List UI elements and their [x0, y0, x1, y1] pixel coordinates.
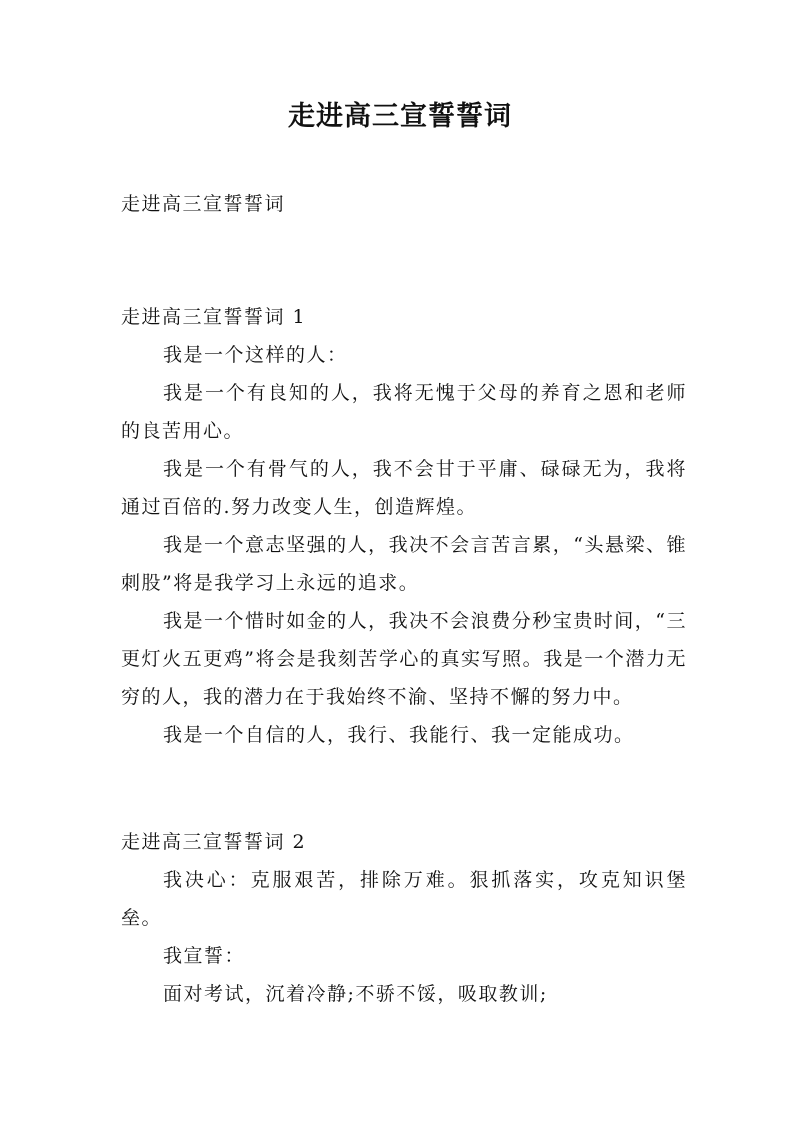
document-subtitle: 走进高三宣誓誓词: [121, 193, 286, 215]
oath-section-1: [121, 298, 687, 754]
paragraph: 我宣誓：: [163, 945, 246, 967]
document-title: 走进高三宣誓誓词: [288, 101, 512, 132]
paragraph: 我是一个有骨气的人，我不会甘于平庸、碌碌无为，我将通过百倍的.努力改变人生，创造辉煌。: [121, 458, 687, 518]
paragraph: 我是一个意志坚强的人，我决不会言苦言累，“头悬梁、锥刺股”将是我学习上永远的追求。: [121, 534, 687, 594]
paragraph: 我是一个有良知的人，我将无愧于父母的养育之恩和老师的良苦用心。: [121, 382, 687, 442]
paragraph: 面对考试，沉着冷静;不骄不馁，吸取教训;: [163, 983, 548, 1005]
section-heading: 走进高三宣誓誓词 1: [121, 306, 307, 328]
paragraph: 我是一个这样的人：: [163, 344, 348, 366]
oath-section-2: [121, 823, 687, 1013]
paragraph: 我是一个惜时如金的人，我决不会浪费分秒宝贵时间，“三更灯火五更鸡”将会是我刻苦学心的真实写照。我是一个潜力无穷的人，我的潜力在于我始终不渝、坚持不懈的努力中。: [121, 610, 687, 708]
paragraph: 我是一个自信的人，我行、我能行、我一定能成功。: [163, 724, 635, 746]
paragraph: 我决心：克服艰苦，排除万难。狠抓落实，攻克知识堡垒。: [121, 869, 687, 929]
section-heading: 走进高三宣誓誓词 2: [121, 831, 307, 853]
